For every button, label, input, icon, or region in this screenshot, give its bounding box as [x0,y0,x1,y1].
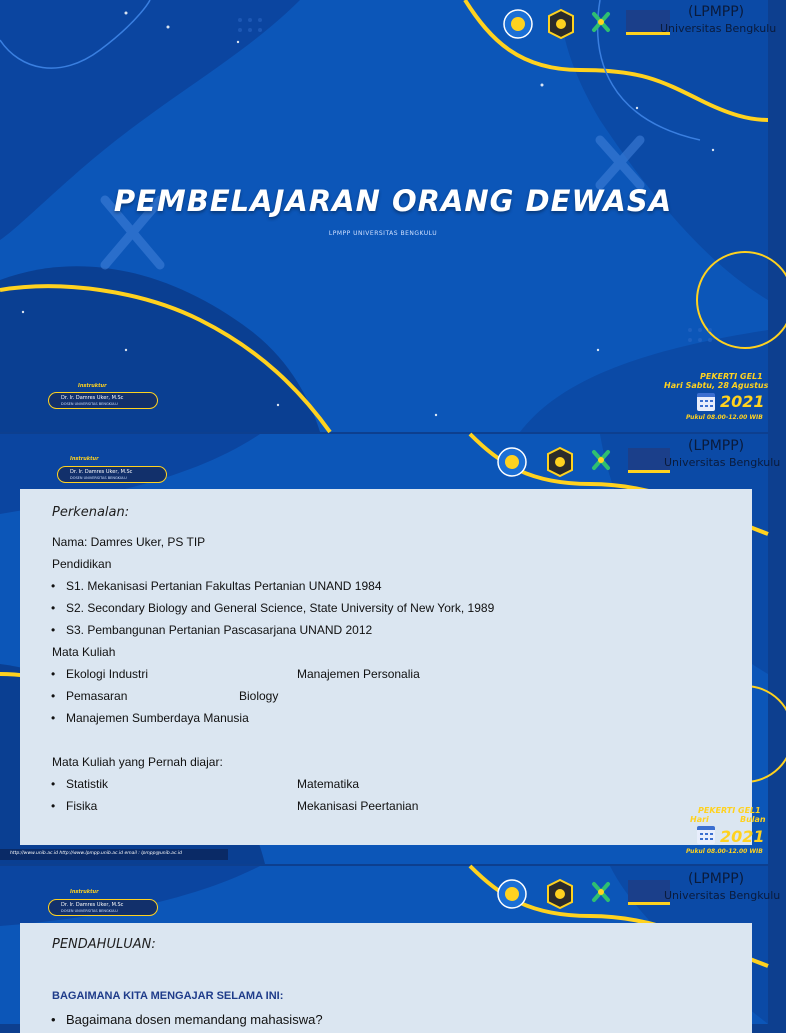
instructor-name: Dr. Ir. Damres Uker, M.Sc [61,902,124,908]
content-subheading: BAGAIMANA KITA MENGAJAR SELAMA INI: [52,990,284,1002]
merdeka-belajar-logo [594,884,608,900]
pekerti-year: 2021 [720,392,765,411]
calendar-icon [697,393,715,411]
list-item-col2: Manajemen Personalia [297,667,420,681]
instructor-role: DOSEN UNIVERSITAS BENGKULU [70,476,127,480]
partner-logos [498,876,638,912]
instructor-label: Instruktur [70,456,99,462]
pekerti-year: 2021 [720,827,765,846]
content-heading: Perkenalan: [52,505,130,520]
pekerti-title: PEKERTI GEL1 [698,806,761,815]
org-short-name: (LPMPP) [688,4,745,20]
slide-1 [0,0,777,432]
instructor-badge [57,466,167,483]
pekerti-date: Hari Sabtu, 28 Agustus [664,381,769,390]
instructor-badge [48,392,158,409]
list-item-col2: Matematika [297,777,360,791]
pernah-label: Mata Kuliah yang Pernah diajar: [52,755,223,769]
slide-subtitle: LPMPP UNIVERSITAS BENGKULU [328,230,438,237]
org-short-name: (LPMPP) [688,871,745,887]
slide-title: PEMBELAJARAN ORANG DEWASA [113,184,673,218]
pekerti-date-day: Hari [690,815,709,824]
content-panel: Perkenalan: Nama: Damres Uker, PS TIP Pendidikan S1. Mekanisasi Pertanian Fakultas Pertanian UNAND 1984 S2. Secondary Biology and General Science, State University of New York, 1989 S3. Pembangunan Pertanian Pascasarjana UNAND 2012 Mata Kuliah Ekologi Industri Manajemen Personalia Pemasaran Biology Manajemen Sumberdaya Manusia Mata Kuliah yang Pernah diajar: Statistik Matematika Fisika Mekanisasi Peertanian [20,489,752,845]
partner-logos [498,6,638,42]
slide-2 [0,434,781,864]
instructor-name: Dr. Ir. Damres Uker, M.Sc [70,469,133,475]
university-name: Universitas Bengkulu [660,22,777,35]
pekerti-time: Pukul 08.00-12.00 WIB [686,414,763,421]
universitas-bengkulu-logo [548,448,572,476]
tut-wuri-handayani-logo [504,10,532,38]
slide-3 [0,866,781,1027]
merdeka-belajar-logo [594,452,608,468]
list-item-col2: Mekanisasi Peertanian [297,799,419,813]
instructor-badge [48,899,158,916]
universitas-bengkulu-logo [548,880,572,908]
name-line: Nama: Damres Uker, PS TIP [52,535,206,549]
university-name: Universitas Bengkulu [664,456,781,469]
pekerti-date-month: Bulan [740,815,766,824]
footer-links: http://www.unib.ac.id http://www.lpmpp.unib.ac.id email : lpmpp@unib.ac.id [10,851,182,856]
universitas-bengkulu-logo [549,10,573,38]
instructor-name: Dr. Ir. Damres Uker, M.Sc [61,395,124,401]
merdeka-belajar-logo [594,14,608,30]
instructor-label: Instruktur [78,383,107,389]
partner-logos [498,444,638,480]
tut-wuri-handayani-logo [498,448,526,476]
pekerti-title: PEKERTI GEL1 [700,372,763,381]
content-panel: PENDAHULUAN: BAGAIMANA KITA MENGAJAR SELAMA INI: Bagaimana dosen memandang mahasiswa? [20,923,752,1033]
university-name: Universitas Bengkulu [664,889,781,902]
tut-wuri-handayani-logo [498,880,526,908]
content-heading: PENDAHULUAN: [52,937,156,952]
org-short-name: (LPMPP) [688,438,745,454]
instructor-role: DOSEN UNIVERSITAS BENGKULU [61,402,118,406]
pendidikan-label: Pendidikan [52,557,112,571]
footer-bar [0,849,228,860]
list-item-col2: Biology [239,689,279,703]
pekerti-time: Pukul 08.00-12.00 WIB [686,848,763,855]
instructor-label: Instruktur [70,889,99,895]
instructor-role: DOSEN UNIVERSITAS BENGKULU [61,909,118,913]
matakuliah-label: Mata Kuliah [52,645,116,659]
calendar-icon [697,826,715,844]
